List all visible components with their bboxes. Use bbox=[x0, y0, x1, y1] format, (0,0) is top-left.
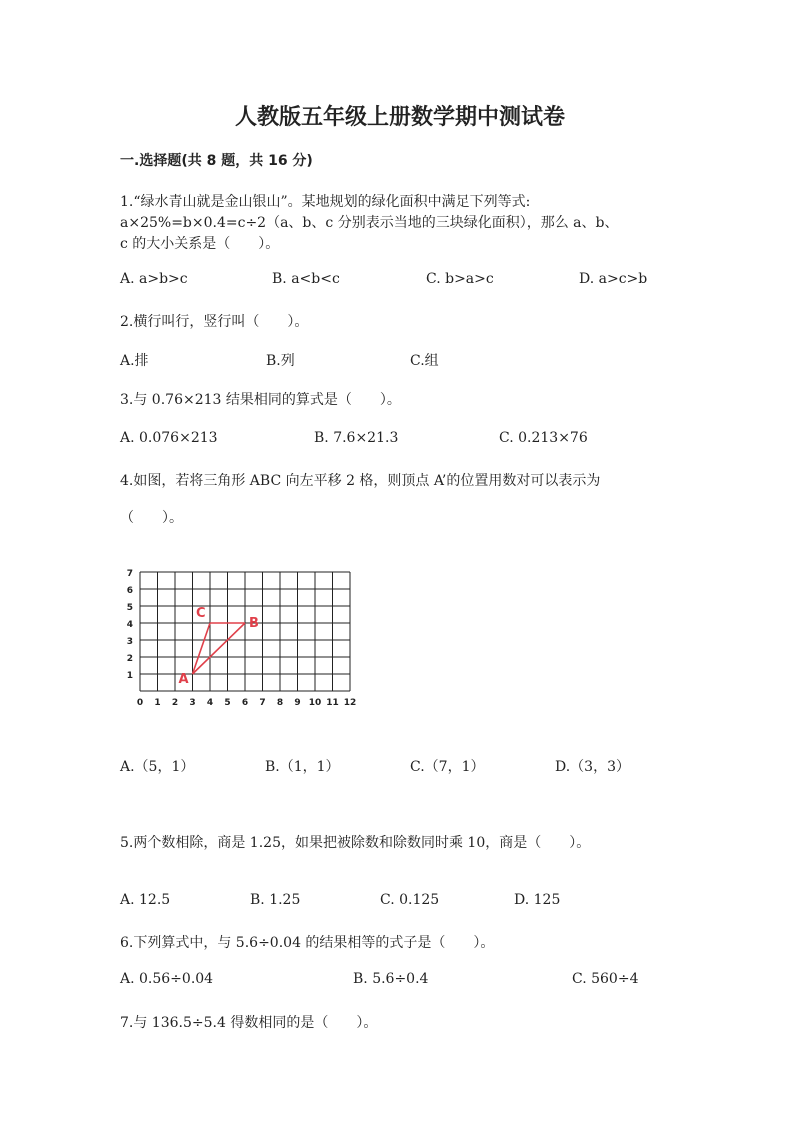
question-3: 3.与 0.76×213 结果相同的算式是（ ）。 bbox=[120, 392, 401, 408]
q1-option-d: D. a>c>b bbox=[579, 271, 648, 287]
y-tick-label: 5 bbox=[126, 603, 133, 613]
x-tick-label: 1 bbox=[154, 698, 161, 708]
q4-option-b: B.（1，1） bbox=[265, 759, 340, 775]
q3-option-a: A. 0.076×213 bbox=[120, 430, 218, 446]
q1-option-c: C. b>a>c bbox=[426, 271, 494, 287]
q4-option-d: D.（3，3） bbox=[555, 759, 630, 775]
grid-lines bbox=[140, 572, 350, 691]
y-tick-label: 2 bbox=[126, 654, 133, 664]
question-4-line-1: 4.如图，若将三角形 ABC 向左平移 2 格，则顶点 A’的位置用数对可以表示为 bbox=[120, 473, 601, 489]
question-5: 5.两个数相除，商是 1.25，如果把被除数和除数同时乘 10，商是（ ）。 bbox=[120, 835, 591, 851]
page-title: 人教版五年级上册数学期中测试卷 bbox=[234, 105, 565, 130]
y-axis-ticks bbox=[127, 569, 133, 681]
q5-option-c: C. 0.125 bbox=[380, 892, 440, 908]
coordinate-grid-figure bbox=[118, 560, 368, 720]
q3-option-c: C. 0.213×76 bbox=[499, 430, 588, 446]
y-tick-label: 3 bbox=[126, 637, 133, 647]
q6-option-b: B. 5.6÷0.4 bbox=[353, 971, 429, 987]
q1-option-b: B. a<b<c bbox=[272, 271, 340, 287]
question-7: 7.与 136.5÷5.4 得数相同的是（ ）。 bbox=[120, 1015, 378, 1031]
question-1-line-1: 1.“绿水青山就是金山银山”。某地规划的绿化面积中满足下列等式: bbox=[120, 194, 531, 210]
vertex-label-a: A bbox=[178, 672, 189, 687]
question-1-line-2: a×25%=b×0.4=c÷2（a、b、c 分别表示当地的三块绿化面积），那么 a、b、 bbox=[120, 215, 619, 231]
vertex-label-b: B bbox=[249, 616, 259, 631]
x-tick-label: 5 bbox=[224, 698, 231, 708]
x-axis-ticks bbox=[137, 698, 356, 708]
x-tick-label: 11 bbox=[326, 698, 339, 708]
x-tick-label: 3 bbox=[189, 698, 196, 708]
x-tick-label: 7 bbox=[259, 698, 266, 708]
q5-option-d: D. 125 bbox=[514, 892, 561, 908]
q6-option-c: C. 560÷4 bbox=[572, 971, 639, 987]
x-tick-label: 0 bbox=[136, 698, 144, 708]
y-tick-label: 6 bbox=[126, 586, 133, 596]
vertex-label-c: C bbox=[196, 606, 206, 621]
q4-option-c: C.（7，1） bbox=[410, 759, 485, 775]
q2-option-c: C.组 bbox=[410, 353, 439, 369]
x-tick-label: 6 bbox=[241, 698, 249, 708]
x-tick-label: 12 bbox=[343, 698, 357, 708]
question-1-line-3: c 的大小关系是（ ）。 bbox=[120, 236, 280, 252]
question-2: 2.横行叫行，竖行叫（ ）。 bbox=[120, 314, 309, 330]
q1-option-a: A. a>b>c bbox=[120, 271, 188, 287]
x-tick-label: 9 bbox=[294, 698, 301, 708]
q5-option-b: B. 1.25 bbox=[250, 892, 301, 908]
q4-option-a: A.（5，1） bbox=[120, 759, 195, 775]
triangle-abc bbox=[179, 606, 259, 687]
x-tick-label: 8 bbox=[276, 698, 284, 708]
section-heading: 一.选择题(共 8 题，共 16 分) bbox=[120, 153, 313, 169]
x-tick-label: 2 bbox=[171, 698, 179, 708]
q6-option-a: A. 0.56÷0.04 bbox=[120, 971, 214, 987]
q3-option-b: B. 7.6×21.3 bbox=[314, 430, 399, 446]
y-tick-label: 4 bbox=[126, 620, 133, 630]
q2-option-a: A.排 bbox=[120, 353, 149, 369]
y-tick-label: 7 bbox=[126, 569, 133, 579]
question-4-line-2: （ ）。 bbox=[120, 510, 183, 526]
q2-option-b: B.列 bbox=[266, 353, 295, 369]
x-tick-label: 10 bbox=[308, 698, 322, 708]
y-tick-label: 1 bbox=[126, 671, 133, 681]
question-6: 6.下列算式中，与 5.6÷0.04 的结果相等的式子是（ ）。 bbox=[120, 935, 495, 951]
triangle-edge bbox=[193, 623, 246, 674]
q5-option-a: A. 12.5 bbox=[120, 892, 171, 908]
x-tick-label: 4 bbox=[206, 698, 214, 708]
